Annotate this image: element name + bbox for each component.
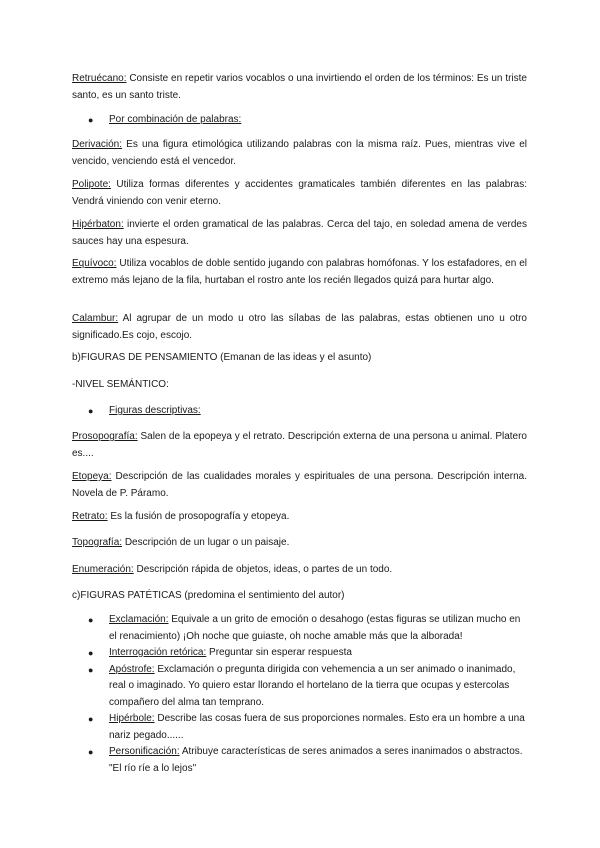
- list-item-apostrofe: [88, 662, 528, 712]
- term-etopeya: Etopeya:: [72, 471, 112, 482]
- list-item-interrogacion: [88, 645, 528, 662]
- heading-figuras-pateticas: c)FIGURAS PATÉTICAS (predomina el sentimiento del autor): [72, 590, 345, 601]
- term-prosopografia: Prosopografía:: [72, 431, 138, 442]
- definition-derivacion: Es una figura etimológica utilizando palabras con la misma raíz. Pues, mientras vive el vencido, venciendo está el vencedor.: [72, 139, 527, 167]
- paragraph-calambur: [72, 311, 527, 344]
- list-item-exclamacion: [88, 612, 528, 645]
- term-retruecano: Retruécano:: [72, 73, 127, 84]
- definition-equivoco: Utiliza vocablos de doble sentido jugando con palabras homófonas. Y los estafadores, en el extremo más lejano de la fila, hurtaban el rostro ante los recién llegados quizá para hurtar algo.: [72, 258, 527, 286]
- bullet-dot: ●: [88, 406, 94, 416]
- definition-interrogacion: Preguntar sin esperar respuesta: [206, 647, 352, 658]
- definition-topografia: Descripción de un lugar o un paisaje.: [122, 537, 290, 548]
- paragraph-topografia: [72, 535, 527, 552]
- pateticas-list: [88, 612, 528, 777]
- bullet-dot: ●: [88, 714, 94, 724]
- term-derivacion: Derivación:: [72, 139, 123, 150]
- heading-nivel-semantico: -NIVEL SEMÁNTICO:: [72, 379, 169, 390]
- term-calambur: Calambur:: [72, 313, 119, 324]
- term-retrato: Retrato:: [72, 511, 108, 522]
- bullet-descriptivas-label: Figuras descriptivas:: [109, 405, 201, 416]
- term-poliptote: Polipote:: [72, 179, 111, 190]
- definition-retruecano: Consiste en repetir varios vocablos o una invirtiendo el orden de los términos: Es un triste santo, es un santo triste.: [72, 73, 527, 101]
- bullet-combinacion-label: Por combinación de palabras:: [109, 114, 242, 125]
- bullet-dot: ●: [88, 747, 94, 757]
- definition-hiperbaton: invierte el orden gramatical de las palabras. Cerca del tajo, en soledad amena de verdes sauces hay una espesura.: [72, 219, 527, 247]
- term-hiperbaton: Hipérbaton:: [72, 219, 124, 230]
- term-exclamacion: Exclamación:: [109, 614, 169, 625]
- paragraph-derivacion: [72, 137, 527, 170]
- definition-enumeracion: Descripción rápida de objetos, ideas, o partes de un todo.: [133, 564, 393, 575]
- paragraph-etopeya: [72, 469, 527, 502]
- paragraph-enumeracion: [72, 562, 527, 579]
- term-interrogacion: Interrogación retórica:: [109, 647, 207, 658]
- term-personificacion: Personificación:: [109, 746, 180, 757]
- bullet-dot: ●: [88, 664, 94, 675]
- paragraph-prosopografia: [72, 429, 527, 462]
- definition-apostrofe: Exclamación o pregunta dirigida con vehemencia a un ser animado o inanimado, real o imaginado. Yo quiero estar llorando el hortelano de la tierra que ocupas y estercolas compañero del alma tan temprano.: [109, 663, 516, 708]
- list-item-personificacion: [88, 744, 528, 777]
- paragraph-equivoco: [72, 256, 527, 289]
- paragraph-retrato: [72, 509, 527, 526]
- definition-retrato: Es la fusión de prosopografía y etopeya.: [107, 511, 290, 522]
- definition-personificacion: Atribuye características de seres animados a seres inanimados o abstractos. "El río ríe a lo lejos": [109, 746, 523, 774]
- bullet-dot: ●: [88, 115, 94, 125]
- term-enumeracion: Enumeración:: [72, 564, 134, 575]
- term-apostrofe: Apóstrofe:: [109, 663, 155, 675]
- term-hiperbole: Hipérbole:: [109, 713, 155, 724]
- paragraph-poliptote: [72, 177, 527, 210]
- bullet-dot: ●: [88, 648, 94, 658]
- definition-exclamacion: Equivale a un grito de emoción o desahogo (estas figuras se utilizan mucho en el renacimiento) ¡Oh noche que guiaste, oh noche amable más que la alborada!: [109, 614, 521, 642]
- definition-hiperbole: Describe las cosas fuera de sus proporciones normales. Esto era un hombre a una nariz pegado......: [109, 713, 525, 741]
- definition-calambur: Al agrupar de un modo u otro las sílabas de las palabras, estas obtienen uno u otro significado.Es cojo, escojo.: [72, 313, 527, 341]
- definition-etopeya: Descripción de las cualidades morales y espirituales de una persona. Descripción interna. Novela de P. Páramo.: [72, 471, 527, 499]
- heading-figuras-pensamiento: b)FIGURAS DE PENSAMIENTO (Emanan de las ideas y el asunto): [72, 352, 372, 363]
- term-equivoco: Equívoco:: [72, 258, 117, 269]
- definition-prosopografia: Salen de la epopeya y el retrato. Descripción externa de una persona u animal. Platero es....: [72, 431, 527, 459]
- bullet-dot: ●: [88, 615, 94, 625]
- definition-poliptote: Utiliza formas diferentes y accidentes gramaticales también diferentes en las palabras: Vendrá viniendo con venir eterno.: [72, 179, 527, 207]
- list-item-hiperbole: [88, 711, 528, 744]
- paragraph-retruecano: [72, 71, 527, 104]
- term-topografia: Topografía:: [72, 537, 123, 548]
- paragraph-hiperbaton: [72, 217, 527, 250]
